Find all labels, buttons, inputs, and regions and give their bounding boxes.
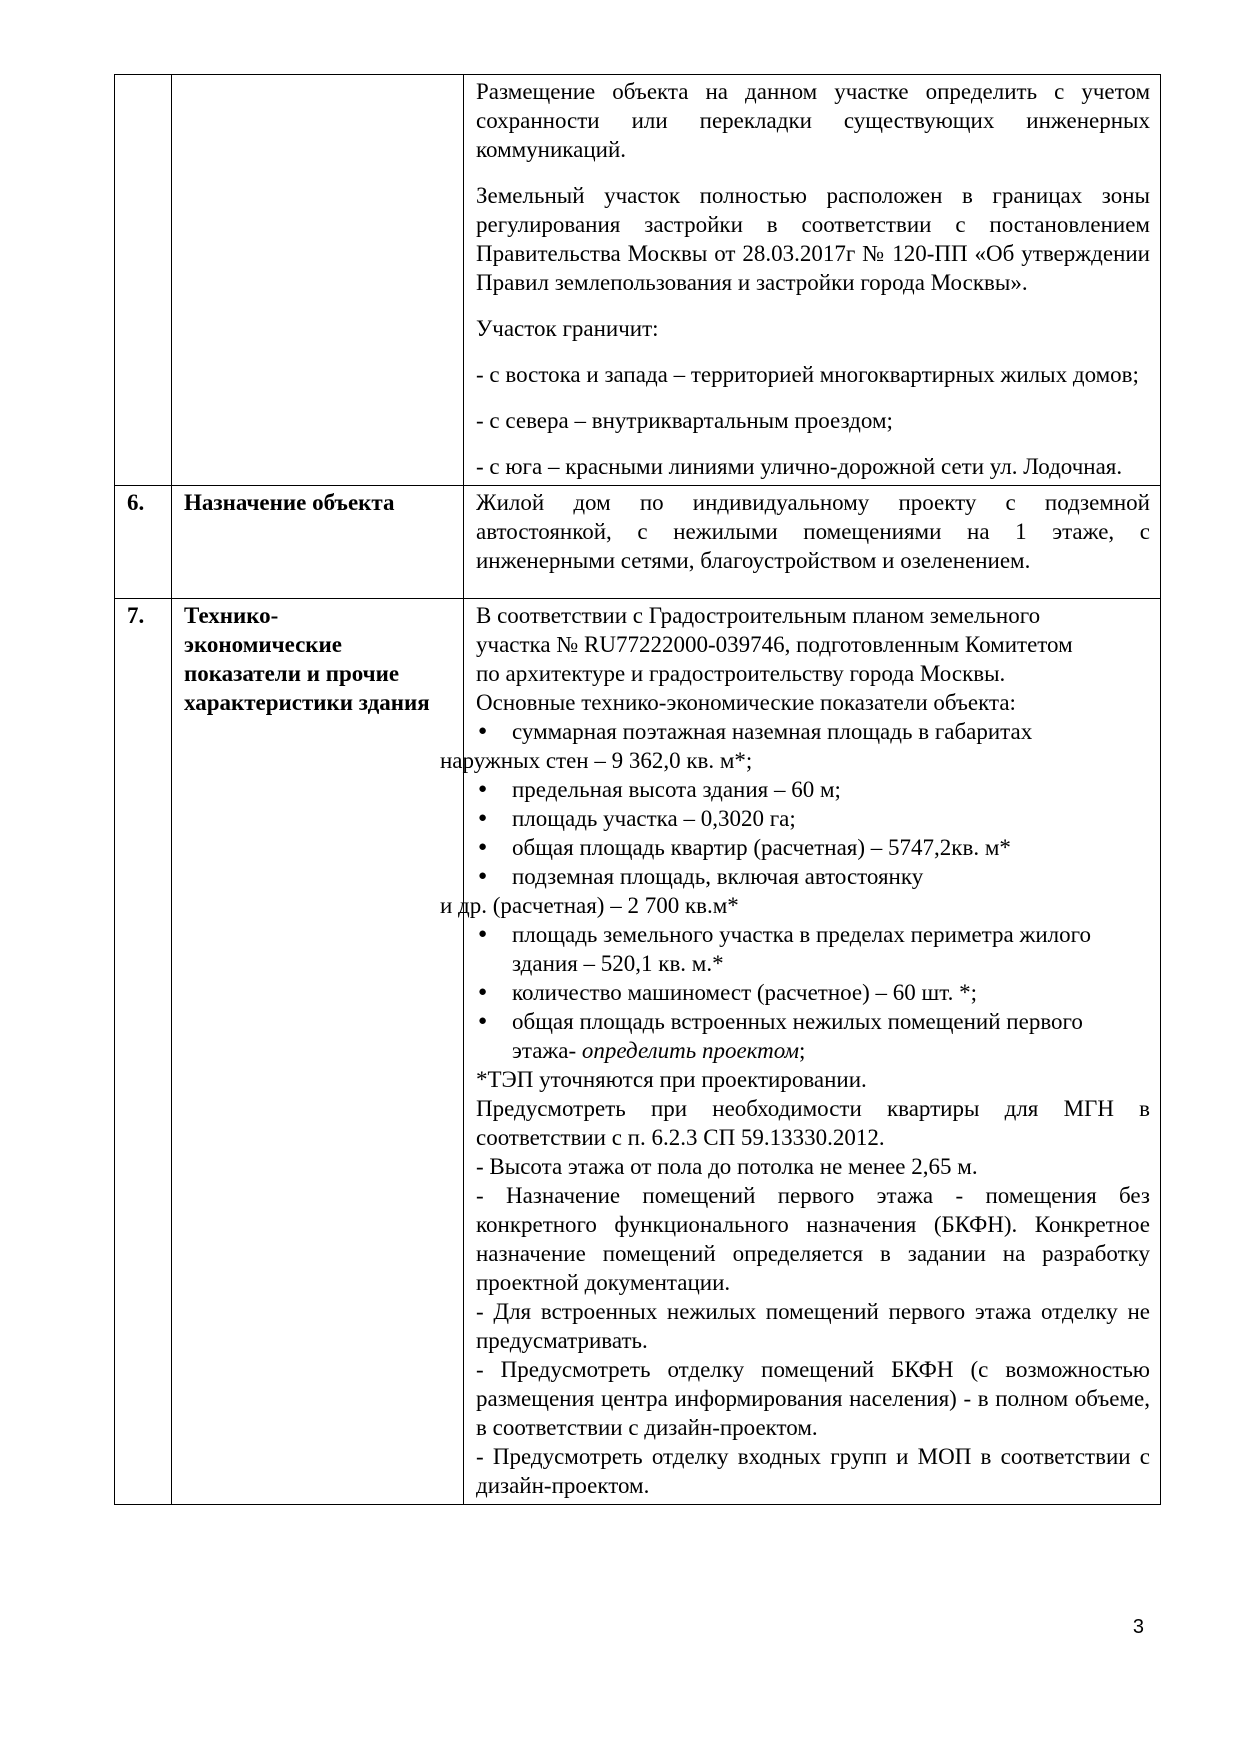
gpzu-intro-line: Основные технико-экономические показатели объекта: (476, 690, 1016, 715)
row-title-line: показатели и прочие (184, 661, 400, 686)
row-title: Назначение объекта (172, 486, 464, 599)
row-title-line: Технико- (184, 603, 279, 628)
border-east-west: - с востока и запада – территорией многоквартирных жилых домов; (476, 362, 1139, 387)
gpzu-intro-line: В соответствии с Градостроительным планом земельного (476, 603, 1041, 628)
page-number: 3 (1132, 1616, 1144, 1638)
list-item-text: ; (799, 1038, 806, 1063)
list-item-text: и др. (расчетная) – 2 700 кв.м* (440, 893, 739, 918)
row-number: 6. (115, 486, 172, 599)
list-item-text: суммарная поэтажная наземная площадь в габаритах (512, 719, 1033, 744)
requirements-table (114, 74, 1161, 1505)
first-floor-purpose-paragraph: - Назначение помещений первого этажа - помещения без конкретного функционального назначения (БКФН). Конкретное назначение помещений определяется в задании на разработку проектной документации. (476, 1183, 1150, 1295)
border-south: - с юга – красными линиями улично-дорожной сети ул. Лодочная. (476, 454, 1123, 479)
gpzu-intro-line: по архитектуре и градостроительству города Москвы. (476, 661, 1006, 686)
list-item: ● предельная высота здания – 60 м; (476, 775, 1150, 804)
row-title-line: характеристики здания (184, 690, 430, 715)
list-item (440, 717, 1150, 775)
list-item-text: общая площадь встроенных нежилых помещений первого этажа- (512, 1009, 1083, 1063)
row-title-cell (172, 75, 464, 486)
tep-footnote: *ТЭП уточняются при проектировании. (476, 1067, 867, 1092)
ceiling-height-paragraph: - Высота этажа от пола до потолка не менее 2,65 м. (476, 1154, 978, 1179)
row-content-cell (464, 75, 1161, 486)
list-item: ● общая площадь квартир (расчетная) – 5747,2кв. м* (476, 833, 1150, 862)
object-purpose-text: Жилой дом по индивидуальному проекту с подземной автостоянкой, с нежилыми помещениями на 1 этаже, с инженерными сетями, благоустройством и озеленением. (476, 490, 1150, 573)
table-row-7 (115, 599, 1161, 1505)
tep-bullet-list (440, 717, 1150, 1065)
row-title (172, 599, 464, 1505)
row-content-cell (440, 599, 1161, 1505)
placement-paragraph: Размещение объекта на данном участке определить с учетом сохранности или перекладки существующих инженерных коммуникаций. (476, 79, 1150, 162)
border-north: - с севера – внутриквартальным проездом; (476, 408, 893, 433)
list-item-emphasis: определить проектом (581, 1038, 800, 1063)
mgn-paragraph: Предусмотреть при необходимости квартиры для МГН в соответствии с п. 6.2.3 СП 59.13330.2012. (476, 1096, 1150, 1150)
row-content-cell (464, 486, 1161, 599)
zoning-paragraph: Земельный участок полностью расположен в границах зоны регулирования застройки в соответствии с постановлением Правительства Москвы от 28.03.2017г № 120-ПП «Об утверждении Правил землепользования и застройки города Москвы». (476, 183, 1150, 295)
row-number: 7. (115, 599, 172, 1505)
list-item (476, 1007, 1150, 1065)
row-number-cell (115, 75, 172, 486)
list-item (440, 862, 1150, 920)
list-item-text: подземная площадь, включая автостоянку (512, 864, 924, 889)
gpzu-intro-line: участка № RU77222000-039746, подготовленным Комитетом (476, 632, 1073, 657)
entrance-finish-paragraph: - Предусмотреть отделку входных групп и МОП в соответствии с дизайн-проектом. (476, 1444, 1150, 1498)
list-item: ● площадь земельного участка в пределах периметра жилого здания – 520,1 кв. м.* (476, 920, 1150, 978)
list-item-text: наружных стен – 9 362,0 кв. м*; (440, 748, 753, 773)
borders-heading: Участок граничит: (476, 316, 659, 341)
table-row-5-continuation (115, 75, 1161, 486)
list-item: ● количество машиномест (расчетное) – 60 шт. *; (476, 978, 1150, 1007)
list-item: ● площадь участка – 0,3020 га; (476, 804, 1150, 833)
table-row-6 (115, 486, 1161, 599)
bkfn-finish-paragraph: - Предусмотреть отделку помещений БКФН (с возможностью размещения центра информирования населения) - в полном объеме, в соответствии с дизайн-проектом. (476, 1357, 1150, 1440)
row-title-line: экономические (184, 632, 343, 657)
no-finish-paragraph: - Для встроенных нежилых помещений первого этажа отделку не предусматривать. (476, 1299, 1150, 1353)
